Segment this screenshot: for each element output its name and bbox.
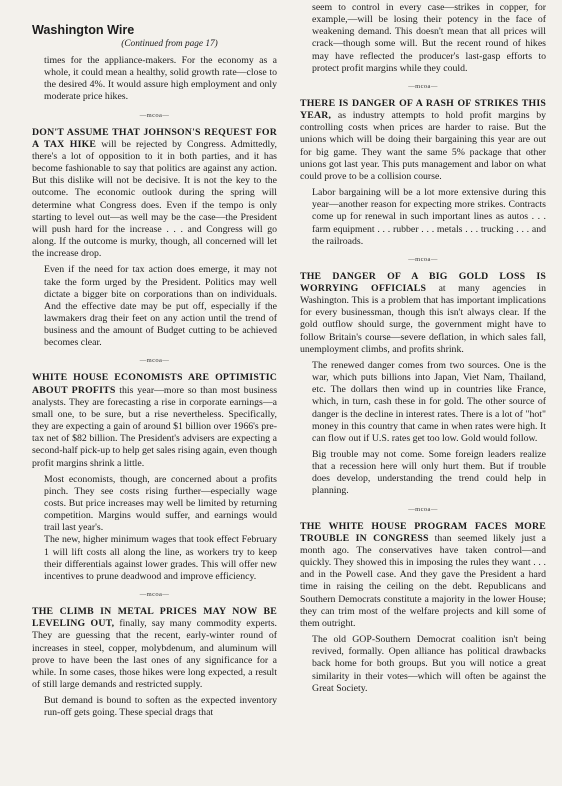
section-strikes <box>300 98 546 183</box>
separator: —mcoa— <box>139 111 170 119</box>
separator: —mcoa— <box>408 255 438 263</box>
section-congress <box>300 521 546 630</box>
section-body: than seemed likely just a month ago. The conservatives have taken control—and quickly. They showed this in imposing the rules they want . . . and in the Powell case. And they gave the President a hard time in raising the ceiling on the debt. Republicans and Southern Democrats constitute a majority in the lower House; they can trim most of the welfare projects and kill some of them outright. <box>300 532 546 629</box>
right-column <box>300 0 546 695</box>
paragraph: The old GOP-Southern Democrat coalition isn't being revived, formally. Open alliance has political drawbacks back home for both groups. But you will notice a great similarity in their votes—which will often be against the Great Society. <box>312 634 546 694</box>
section-metal-prices <box>32 606 277 691</box>
section-body: finally, say many commodity experts. They are guessing that the recent, early-winter round of increases in steel, copper, molybdenum, and aluminum will prove to have been the last ones of any significance for a while. In some cases, those hikes were long expected, a result of still large demands and restricted supply. <box>32 618 277 691</box>
section-lead: THE WHITE HOUSE PROGRAM FACES MORE TROUBLE IN CONGRESS <box>300 520 546 544</box>
section-lead: THERE IS DANGER OF A RASH OF STRIKES THIS YEAR, <box>300 97 546 122</box>
separator: —mcoa— <box>408 505 438 513</box>
paragraph: The renewed danger comes from two sources. One is the war, which puts billions into Japan, Viet Nam, Thailand, etc. The dollars then wind up in countries like France, which, in turn, cash these in for gold. The other source of danger is the decline in interest rates. There is a lot of "hot" money in this country that came in when rates were high. It can flow out if U.S. rates get too low. Gold would follow. <box>312 359 546 444</box>
continued-note: (Continued from page 17) <box>121 39 218 49</box>
separator: —mcoa— <box>139 591 170 599</box>
section-lead: WHITE HOUSE ECONOMISTS ARE OPTIMISTIC ABOUT PROFITS <box>32 372 277 396</box>
paragraph: times for the appliance-makers. For the economy as a whole, it could mean a healthy, solid growth rate—close to the desired 4%. It would assure high employment and only moderate price hikes. <box>44 55 277 103</box>
section-lead: DON'T ASSUME THAT JOHNSON'S REQUEST FOR A TAX HIKE <box>32 126 277 150</box>
section-profits <box>32 372 277 469</box>
section-body: this year—more so than most business analysts. They are forecasting a rise in corporate earnings—a small one, to be sure, but a rise nevertheless. Specifically, they are expecting a gain of around $1 billion over 1966's pre-tax net of $82 billion. The President's advisers are expecting a second-half pick-up to help get sales rising again, even though profit margins shrink a little. <box>32 384 278 469</box>
section-lead: THE DANGER OF A BIG GOLD LOSS IS WORRYING OFFICIALS <box>300 270 546 294</box>
column-title: Washington Wire <box>32 23 135 37</box>
section-body: as industry attempts to hold profit margins by controlling costs when prices are harder to raise. But the unions which will be doing their bargaining this year are out for big game. They want the same 5% package that other unions got last year. This puts management and labor on what could prove to be a collision course. <box>300 110 546 182</box>
paragraph: But demand is bound to soften as the expected inventory run-off gets going. These special drags that <box>44 695 277 719</box>
paragraph: Most economists, though, are concerned about a profits pinch. They see costs rising further—especially wage costs. But price increases may well be limited by returning competition. Margins would suffer, and earnings would trail last year's. <box>44 473 277 534</box>
section-body: will be rejected by Congress. Admittedly, there's a lot of opposition to it in both parties, and it has become fashionable to say that politics are against any action. But this dislike will not be decisive. It is not the key to the outcome. The economic outlook during the spring will determine what Congress does. Even if the tempo is only starting to level out—as well may be the case—the President will push hard for the increase . . . and Congress will go along. If the outcome is murky, though, all concerned will let the increase drop. <box>32 138 277 260</box>
section-gold-loss <box>300 271 546 356</box>
separator: —mcoa— <box>139 357 170 365</box>
paragraph: The new, higher minimum wages that took effect February 1 will lift costs all along the line, as workers try to keep their differentials against lower grades. This will offer new incentives to prune deadwood and improve efficiency. <box>44 534 277 582</box>
left-column <box>32 0 277 720</box>
paragraph: Labor bargaining will be a lot more extensive during this year—another reason for expecting more strikes. Contracts come up for renewal in such important lines as autos . . . farm equipment . . . rubber . . . metals . . . trucking . . . and the railroads. <box>312 187 546 247</box>
section-tax-hike <box>32 127 277 261</box>
section-body: at many agencies in Washington. This is a problem that has important implications for every businessman, though this isn't always clear. If the gold outflow should surge, the government might have to follow Britain's course—severe deflation, in which sales fall, unemployment climbs, and profits shrink. <box>300 282 546 355</box>
paragraph: seem to control in every case—strikes in copper, for example,—will be losing their potency in the face of weakening demand. This doesn't mean that all prices will crack—though some will. But the recent round of hikes may have reflected the producer's last-gasp efforts to protect profit margins while they could. <box>312 2 546 74</box>
paragraph: Big trouble may not come. Some foreign leaders realize that a recession here will only hurt them. But if trouble does develop, understanding the trend could help in planning. <box>312 449 546 497</box>
paragraph: Even if the need for tax action does emerge, it may not take the form urged by the President. Politics may well dictate a bigger bite on corporations than on individuals. And the effective date may be put off, especially if the lawmakers drag their feet on any action until the trend of business and the amount of Budget cutting to be achieved becomes clear. <box>44 264 277 349</box>
separator: —mcoa— <box>408 82 438 90</box>
section-lead: THE CLIMB IN METAL PRICES MAY NOW BE LEVELING OUT, <box>32 606 277 630</box>
